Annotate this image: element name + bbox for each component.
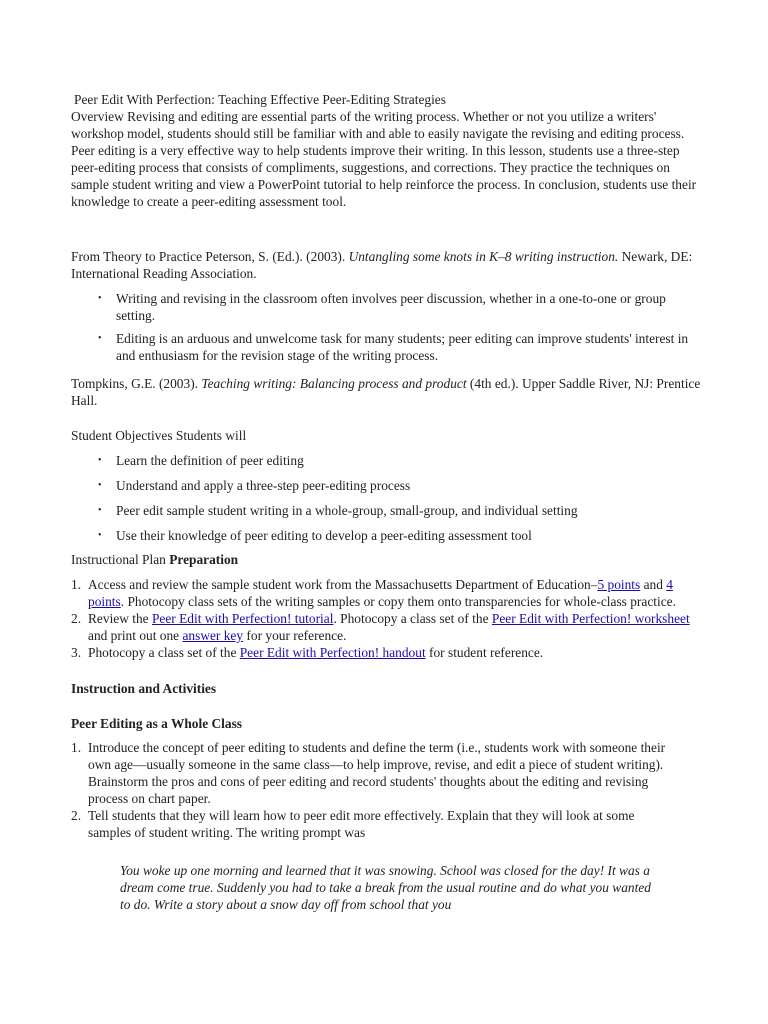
- list-item: • Writing and revising in the classroom often involves peer discussion, whether in a one-to-one or group setting.: [71, 290, 703, 324]
- list-item: 1. Introduce the concept of peer editing to students and define the term (i.e., students work with someone their own age—usually someone in the same class—to help improve, revise, and edit a piece of student writing). Brainstorm the pros and cons of peer editing and record students' thoughts about the editing and revising process on chart paper.: [71, 740, 666, 806]
- preparation-list: [71, 576, 707, 661]
- tompkins-citation: [71, 375, 703, 409]
- writing-prompt-quote: You woke up one morning and learned that it was snowing. School was closed for the day! It was a dream come true. Suddenly you had to take a break from the usual routine and do what you wanted to do. Write a story about a snow day off from school that you: [120, 863, 651, 912]
- theory-citation: [71, 248, 703, 282]
- link-5-points[interactable]: 5 points: [597, 577, 641, 592]
- page-title: Peer Edit With Perfection: Teaching Effective Peer-Editing Strategies: [74, 92, 446, 107]
- list-item: • Use their knowledge of peer editing to develop a peer-editing assessment tool: [71, 527, 703, 544]
- theory-suffix: Newark, DE: International Reading Association.: [71, 249, 693, 281]
- tompkins-suffix: (4th ed.). Upper Saddle River, NJ: Prentice Hall.: [71, 376, 701, 408]
- list-item: 3. Photocopy a class set of the Peer Edit with Perfection! handout for student reference.: [71, 645, 544, 660]
- whole-class-heading: Peer Editing as a Whole Class: [71, 716, 242, 731]
- list-item: 2. Tell students that they will learn how to peer edit more effectively. Explain that they will look at some samples of student writing. The writing prompt was: [71, 808, 635, 840]
- list-item: • Peer edit sample student writing in a whole-group, small-group, and individual setting: [71, 502, 703, 519]
- tompkins-book-title: Teaching writing: Balancing process and product: [201, 376, 467, 391]
- theory-bullet-list: [71, 290, 703, 364]
- objectives-list: [71, 452, 703, 544]
- overview-paragraph: Overview Revising and editing are essential parts of the writing process. Whether or not you utilize a writers' workshop model, students should still be familiar with and able to easily navigate the revising and editing process. Peer editing is a very effective way to help students improve their writing. In this lesson, students use a three-step peer-editing process that consists of compliments, suggestions, and corrections. They practice the techniques on sample student writing and view a PowerPoint tutorial to help reinforce the process. In conclusion, students use their knowledge to create a peer-editing assessment tool.: [71, 109, 697, 209]
- list-item: • Editing is an arduous and unwelcome task for many students; peer editing can improve students' interest in and enthusiasm for the revision stage of the writing process.: [71, 330, 703, 364]
- link-tutorial[interactable]: Peer Edit with Perfection! tutorial: [151, 611, 334, 626]
- theory-prefix: From Theory to Practice Peterson, S. (Ed.). (2003).: [71, 249, 349, 264]
- list-item: 1. Access and review the sample student work from the Massachusetts Department of Education–5 points and 4 points. Photocopy class sets of the writing samples or copy them onto transparencies for whole-class practice.: [71, 577, 676, 609]
- link-4-points[interactable]: 4 points: [88, 577, 673, 609]
- whole-class-list: [71, 739, 671, 841]
- tompkins-prefix: Tompkins, G.E. (2003).: [71, 376, 202, 391]
- link-worksheet[interactable]: Peer Edit with Perfection! worksheet: [491, 611, 690, 626]
- link-handout[interactable]: Peer Edit with Perfection! handout: [239, 645, 426, 660]
- theory-book-title: Untangling some knots in K–8 writing instruction.: [348, 249, 619, 264]
- list-item: • Learn the definition of peer editing: [71, 452, 703, 469]
- objectives-heading: Student Objectives Students will: [71, 428, 247, 443]
- list-item: • Understand and apply a three-step peer-editing process: [71, 477, 703, 494]
- preparation-heading: Preparation: [169, 552, 239, 567]
- link-answer-key[interactable]: answer key: [182, 628, 244, 643]
- instruction-heading: Instruction and Activities: [71, 681, 217, 696]
- list-item: 2. Review the Peer Edit with Perfection! tutorial. Photocopy a class set of the Peer Edit with Perfection! worksheet and print out one answer key for your reference.: [71, 611, 690, 643]
- instructional-plan-heading: Instructional Plan Preparation: [71, 552, 239, 567]
